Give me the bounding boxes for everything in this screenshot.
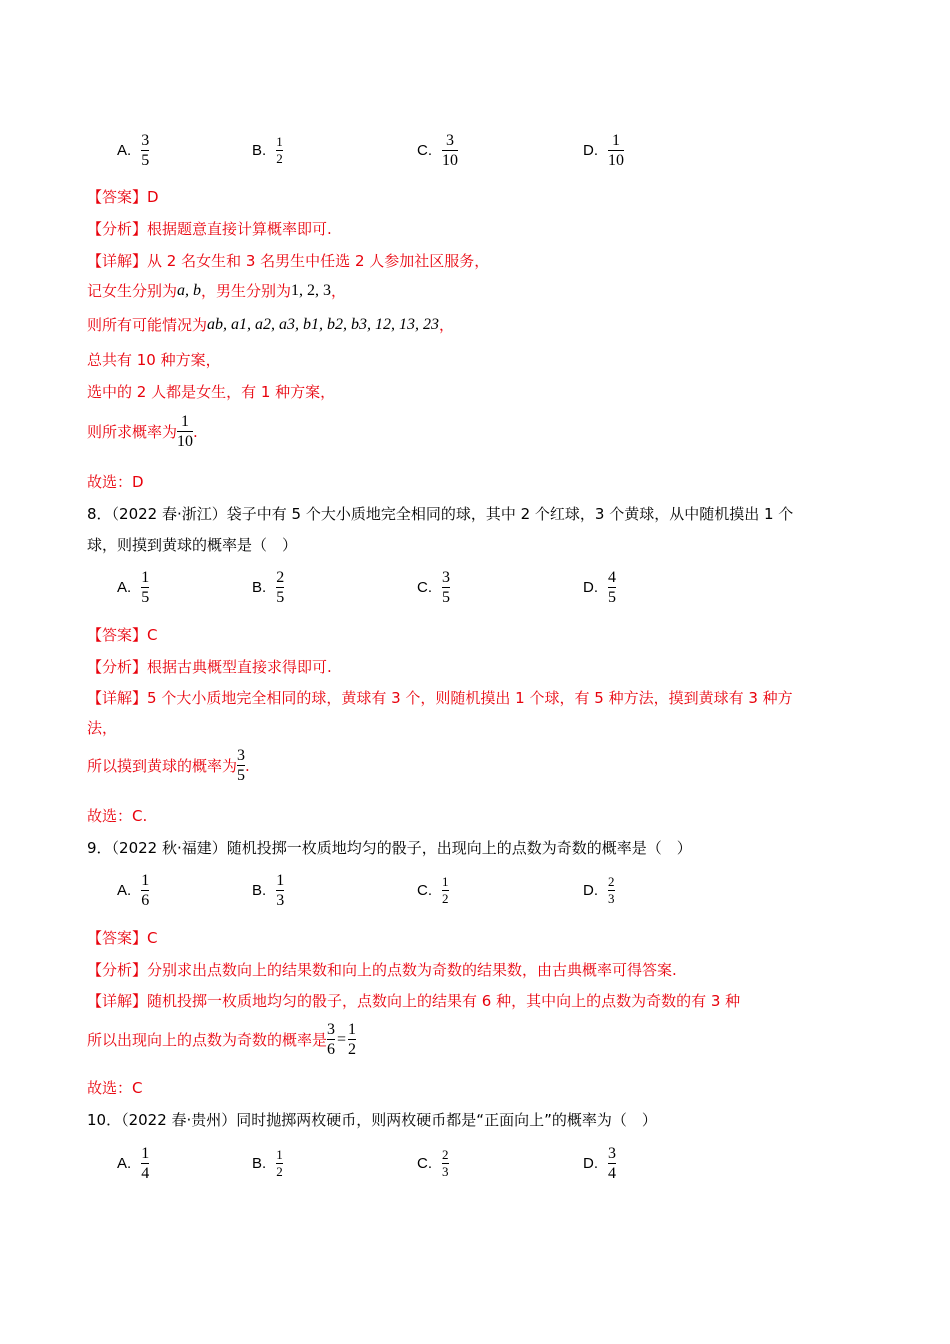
q9-answer: 【答案】C <box>87 929 158 947</box>
option-fraction: $\frac{3}{5}$ <box>442 568 450 606</box>
option-fraction: $\frac{1}{4}$ <box>141 1144 150 1182</box>
q7-option-b[interactable] <box>252 130 283 170</box>
q7-detail-line2: 记女生分别为 a, b ，男生分别为 1, 2, 3 ， <box>87 281 347 300</box>
q9-option-b[interactable] <box>252 870 284 910</box>
q8-option-c[interactable] <box>417 567 450 607</box>
q9-option-d[interactable] <box>583 870 615 910</box>
q10-option-a[interactable] <box>117 1143 149 1183</box>
option-fraction: $\frac{1}{2}$ <box>276 133 283 166</box>
option-fraction: $\frac{3}{5}$ <box>141 131 150 169</box>
q7-detail-line4: 总共有 10 种方案， <box>87 351 221 369</box>
option-fraction: $\frac{1}{5}$ <box>141 568 150 606</box>
q7-option-d[interactable] <box>583 130 624 170</box>
q8-option-d[interactable] <box>583 567 616 607</box>
option-fraction: $\frac{1}{2}$ <box>276 1146 283 1179</box>
q8-detail-line2: 法， <box>87 719 118 737</box>
q7-detail: 【详解】从 2 名女生和 3 名男生中任选 2 人参加社区服务， <box>87 252 490 270</box>
q8-stem-line2: 球，则摸到黄球的概率是（ ） <box>87 536 298 554</box>
fraction-3-6: $\frac{3}{6}$ <box>327 1021 336 1058</box>
option-letter: B. <box>252 1154 267 1172</box>
q8-answer: 【答案】C <box>87 626 158 644</box>
q10-stem: 10．（2022 春·贵州）同时抛掷两枚硬币，则两枚硬币都是“正面向上”的概率为（ ） <box>87 1111 657 1129</box>
option-fraction: $\frac{1}{2}$ <box>442 873 449 906</box>
option-fraction: $\frac{1}{10}$ <box>608 131 624 169</box>
q7-choice: 故选：D <box>87 473 144 491</box>
q8-analysis: 【分析】根据古典概型直接求得即可. <box>87 658 332 676</box>
option-fraction: $\frac{4}{5}$ <box>608 568 616 606</box>
option-letter: D. <box>583 881 598 899</box>
equals-sign: = <box>337 1030 347 1048</box>
q10-option-d[interactable] <box>583 1143 616 1183</box>
option-letter: A. <box>117 1154 132 1172</box>
q7-answer: 【答案】D <box>87 188 159 206</box>
q10-option-c[interactable] <box>417 1143 449 1183</box>
q8-option-a[interactable] <box>117 567 149 607</box>
q7-analysis: 【分析】根据题意直接计算概率即可. <box>87 220 332 238</box>
result-fraction: $\frac{1}{10}$ <box>177 413 194 450</box>
option-fraction: $\frac{3}{10}$ <box>442 131 458 169</box>
option-letter: B. <box>252 881 267 899</box>
option-letter: C. <box>417 578 432 596</box>
option-fraction: $\frac{2}{3}$ <box>608 873 615 906</box>
option-letter: B. <box>252 578 267 596</box>
q8-option-b[interactable] <box>252 567 284 607</box>
option-letter: D. <box>583 578 598 596</box>
q9-stem: 9．（2022 秋·福建）随机投掷一枚质地均匀的骰子，出现向上的点数为奇数的概率是（ ） <box>87 839 692 857</box>
q9-option-c[interactable] <box>417 870 449 910</box>
q10-option-b[interactable] <box>252 1143 283 1183</box>
q7-detail-line5: 选中的 2 人都是女生，有 1 种方案， <box>87 383 336 401</box>
option-letter: C. <box>417 881 432 899</box>
option-letter: C. <box>417 1154 432 1172</box>
result-fraction: $\frac{3}{5}$ <box>237 747 246 784</box>
q9-choice: 故选：C <box>87 1079 143 1097</box>
fraction-1-2: $\frac{1}{2}$ <box>348 1021 357 1058</box>
q8-stem-line1: 8．（2022 春·浙江）袋子中有 5 个大小质地完全相同的球，其中 2 个红球，3 个黄球，从中随机摸出 1 个 <box>87 505 794 523</box>
q9-option-a[interactable] <box>117 870 149 910</box>
q7-option-c[interactable] <box>417 130 458 170</box>
q8-detail: 【详解】5 个大小质地完全相同的球，黄球有 3 个，则随机摸出 1 个球，有 5 种方法，摸到黄球有 3 种方 <box>87 689 793 707</box>
option-fraction: $\frac{1}{6}$ <box>141 871 150 909</box>
option-letter: C. <box>417 141 432 159</box>
option-letter: D. <box>583 141 598 159</box>
q7-option-a[interactable] <box>117 130 149 170</box>
option-letter: A. <box>117 141 132 159</box>
q9-detail-line2: 所以出现向上的点数为奇数的概率是 $\frac{3}{6}$ = $\frac{1}{2}$ <box>87 1021 357 1058</box>
option-letter: A. <box>117 578 132 596</box>
q8-choice: 故选：C. <box>87 807 148 825</box>
option-letter: B. <box>252 141 267 159</box>
option-fraction: $\frac{1}{3}$ <box>276 871 285 909</box>
option-fraction: $\frac{3}{4}$ <box>608 1144 616 1182</box>
option-letter: D. <box>583 1154 598 1172</box>
option-letter: A. <box>117 881 132 899</box>
q8-detail-line3: 所以摸到黄球的概率为 $\frac{3}{5}$ . <box>87 747 250 784</box>
q9-analysis: 【分析】分别求出点数向上的结果数和向上的点数为奇数的结果数，由古典概率可得答案. <box>87 961 677 979</box>
q9-detail: 【详解】随机投掷一枚质地均匀的骰子，点数向上的结果有 6 种，其中向上的点数为奇数的有 3 种 <box>87 992 741 1010</box>
option-fraction: $\frac{2}{5}$ <box>276 568 285 606</box>
q7-detail-line6: 则所求概率为 $\frac{1}{10}$ . <box>87 413 198 450</box>
option-fraction: $\frac{2}{3}$ <box>442 1146 449 1179</box>
q7-detail-line3: 则所有可能情况为 ab, a1, a2, a3, b1, b2, b3, 12, 13, 23 ， <box>87 315 455 334</box>
